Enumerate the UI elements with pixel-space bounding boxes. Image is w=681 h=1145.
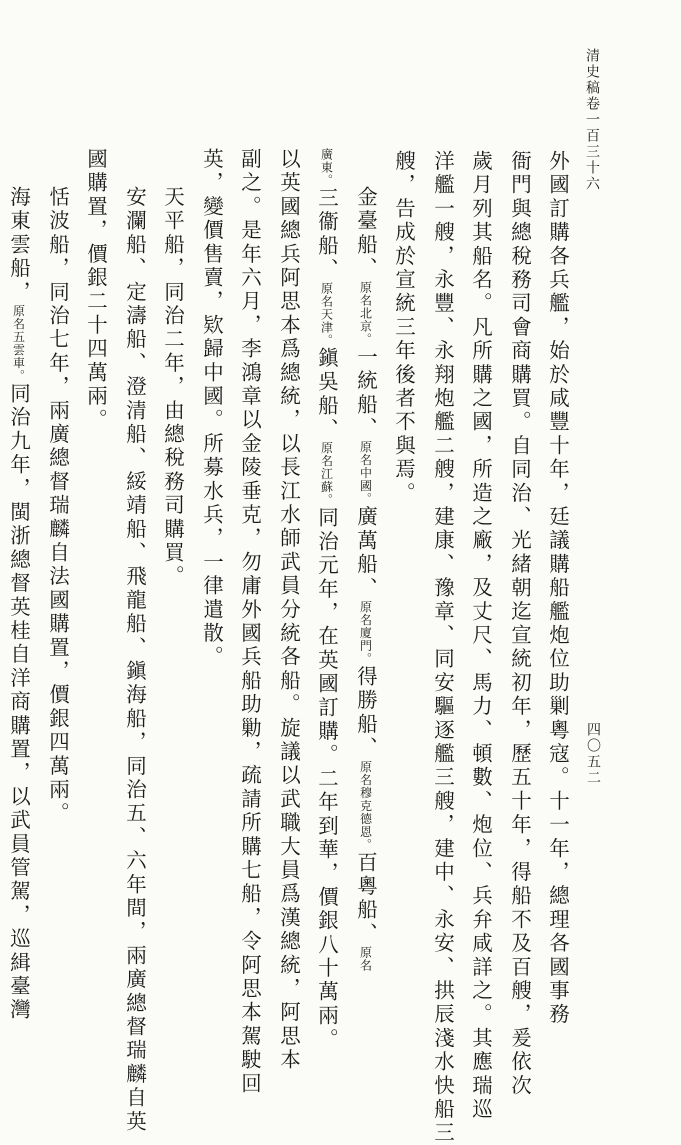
running-header: 清史稿卷一百三十六 [584,48,600,192]
text-column [393,150,414,506]
original-name-note: 原名廈門。 [358,600,373,666]
text-column [278,148,299,1072]
column-text: 英，變價售賣，欵歸中國。所募水兵，一律遣散。 [199,148,224,670]
column-text: 安瀾船、定濤船、澄清船、綏靖船、飛龍船、鎭海船，同治五、六年間，兩廣總督瑞麟自英 [122,186,147,1134]
text-column [316,148,337,1052]
column-text: 海東雲船， [6,186,31,305]
text-column [162,186,183,589]
text-column [470,150,491,1122]
column-text: 副之。是年六月，李鴻章以金陵垂克，勿庸外國兵船助勦，疏請所購七船，令阿思本駕駛回 [237,148,262,1096]
text-column [547,150,568,1027]
column-text: 鎭吳船、 [314,346,339,442]
original-name-note: 原名穆克德恩。 [358,760,373,852]
text-column [432,150,453,1145]
column-text: 天平船，同治二年，由總稅務司購買。 [160,186,185,589]
text-column [47,186,68,826]
column-text: 三衞船、 [314,187,339,282]
text-column [85,148,106,432]
text-column [355,186,376,972]
text-column [509,150,530,1098]
original-name-note: 廣東。 [319,148,334,187]
original-name-note: 原名 [358,946,373,973]
text-column [8,186,29,1022]
column-text: 一統船、 [353,345,378,441]
original-name-note: 原名中國。 [358,440,373,506]
column-text: 衙門與總稅務司會商購買。自同治、光緒朝迄宣統初年，歷五十年，得船不及百艘，爰依次 [507,150,532,1098]
column-text: 國購置，價銀二十四萬兩。 [83,148,108,433]
text-column [201,148,222,669]
column-text: 同治元年，在英國訂購。二年到華，價銀八十萬兩。 [314,506,339,1052]
column-text: 得勝船、 [353,665,378,761]
original-name-note: 原名天津。 [319,281,334,347]
column-text: 同治九年，閩浙總督英桂自洋商購置，以武員管駕，巡緝臺灣 [6,382,31,1023]
column-text: 廣萬船、 [353,505,378,601]
column-text: 外國訂購各兵艦，始於咸豐十年，廷議購船艦炮位助剿粵寇。十一年，總理各國事務 [545,150,570,1027]
original-name-note: 原名江蘇。 [319,441,334,507]
column-text: 艘，告成於宣統三年後者不與焉。 [391,150,416,506]
column-text: 以英國總兵阿思本爲總統，以長江水師武員分統各船。旋議以武職大員爲漢總統，阿思本 [276,148,301,1073]
column-text: 洋艦一艘，永豐、永翔炮艦二艘，建康、豫章、同安驅逐艦三艘，建中、永安、拱辰淺水快船三 [430,150,455,1145]
original-name-note: 原名北京。 [358,280,373,346]
text-column [124,186,145,1134]
column-text: 恬波船，同治七年，兩廣總督瑞麟自法國購置，價銀四萬兩。 [45,186,70,826]
column-text: 歲月列其船名。凡所購之國，所造之廠，及丈尺、馬力、頓數、炮位、兵弁咸詳之。其應瑞巡 [468,150,493,1122]
page-number: 四〇五二 [585,722,601,786]
original-name-note: 原名五雲車。 [11,304,26,383]
text-column [239,148,260,1096]
column-text: 百粵船、 [353,851,378,947]
column-text: 金臺船、 [353,186,378,281]
